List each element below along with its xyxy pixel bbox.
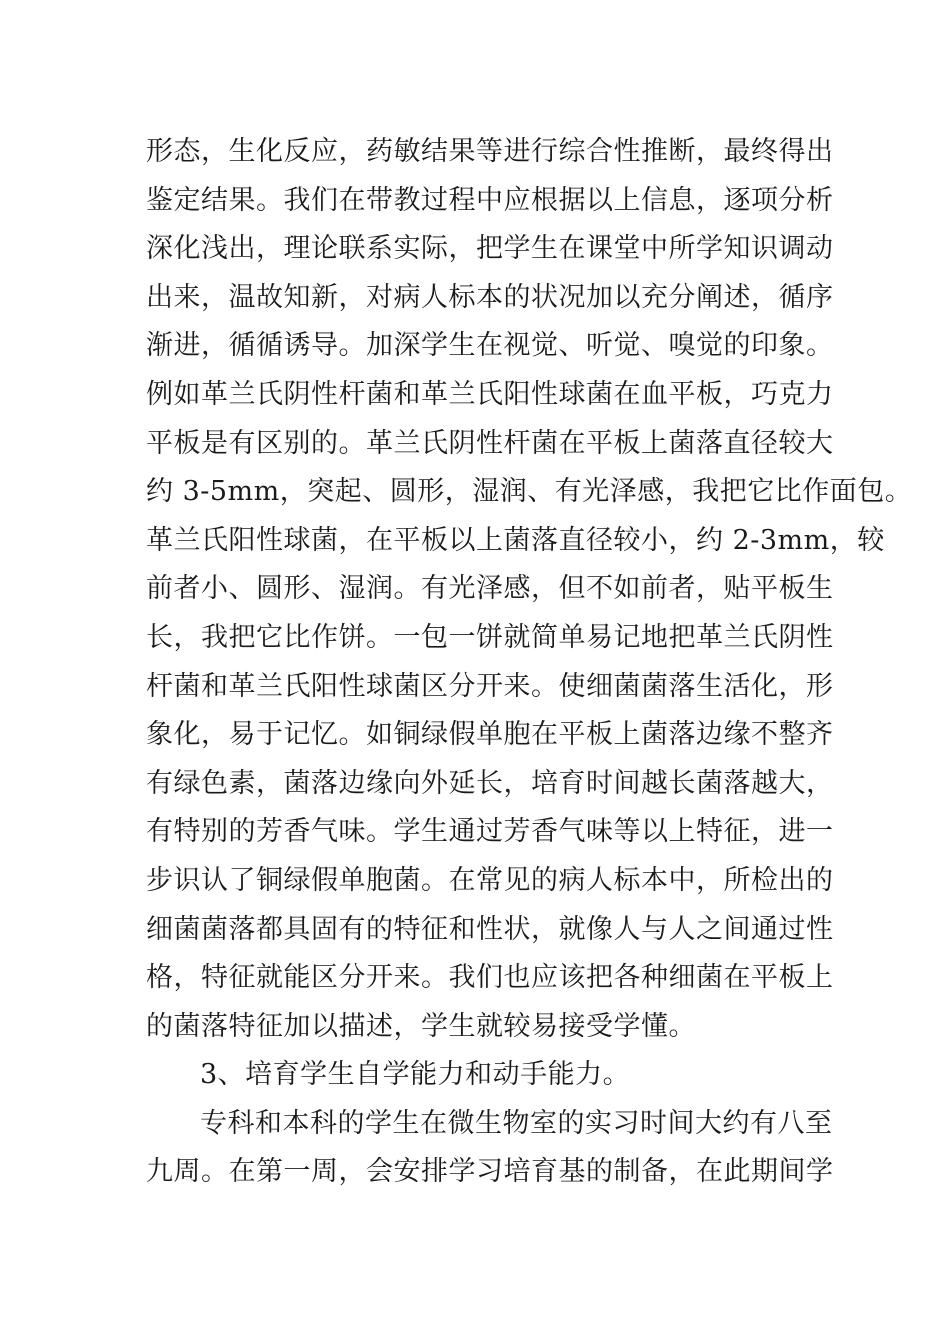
text-line: 有特别的芳香气味。学生通过芳香气味等以上特征，进一 <box>146 816 834 848</box>
text-line: 前者小、圆形、湿润。有光泽感，但不如前者，贴平板生 <box>146 573 834 605</box>
text-line: 九周。在第一周，会安排学习培育基的制备，在此期间学 <box>146 1156 834 1188</box>
text-line: 渐进，循循诱导。加深学生在视觉、听觉、嗅觉的印象。 <box>146 330 834 362</box>
text-line: 例如革兰氏阴性杆菌和革兰氏阳性球菌在血平板，巧克力 <box>146 378 834 410</box>
text-line: 细菌菌落都具固有的特征和性状，就像人与人之间通过性 <box>146 913 834 945</box>
text-line: 专科和本科的学生在微生物室的实习时间大约有八至 <box>200 1107 833 1139</box>
text-line: 约 3-5mm，突起、圆形，湿润、有光泽感，我把它比作面包。 <box>146 476 913 508</box>
text-line: 杆菌和革兰氏阳性球菌区分开来。使细菌菌落生活化，形 <box>146 670 834 702</box>
text-line: 的菌落特征加以描述，学生就较易接受学懂。 <box>146 1010 696 1042</box>
text-line: 象化，易于记忆。如铜绿假单胞在平板上菌落边缘不整齐 <box>146 719 834 751</box>
text-line: 步识认了铜绿假单胞菌。在常见的病人标本中，所检出的 <box>146 864 834 896</box>
text-line: 革兰氏阳性球菌，在平板以上菌落直径较小，约 2-3mm，较 <box>146 524 885 556</box>
section-heading: 3、培育学生自学能力和动手能力。 <box>200 1059 631 1091</box>
text-line: 形态，生化反应，药敏结果等进行综合性推断，最终得出 <box>146 136 834 167</box>
text-line: 格，特征就能区分开来。我们也应该把各种细菌在平板上 <box>146 962 834 994</box>
text-line: 有绿色素，菌落边缘向外延长，培育时间越长菌落越大， <box>146 767 834 799</box>
text-line: 长，我把它比作饼。一包一饼就简单易记地把革兰氏阴性 <box>146 621 834 653</box>
body-text <box>146 128 913 1197</box>
text-line: 深化浅出，理论联系实际，把学生在课堂中所学知识调动 <box>146 233 834 265</box>
text-line: 鉴定结果。我们在带教过程中应根据以上信息，逐项分析 <box>146 184 834 216</box>
text-line: 平板是有区别的。革兰氏阴性杆菌在平板上菌落直径较大 <box>146 427 834 459</box>
text-line: 出来，温故知新，对病人标本的状况加以充分阐述，循序 <box>146 281 834 313</box>
